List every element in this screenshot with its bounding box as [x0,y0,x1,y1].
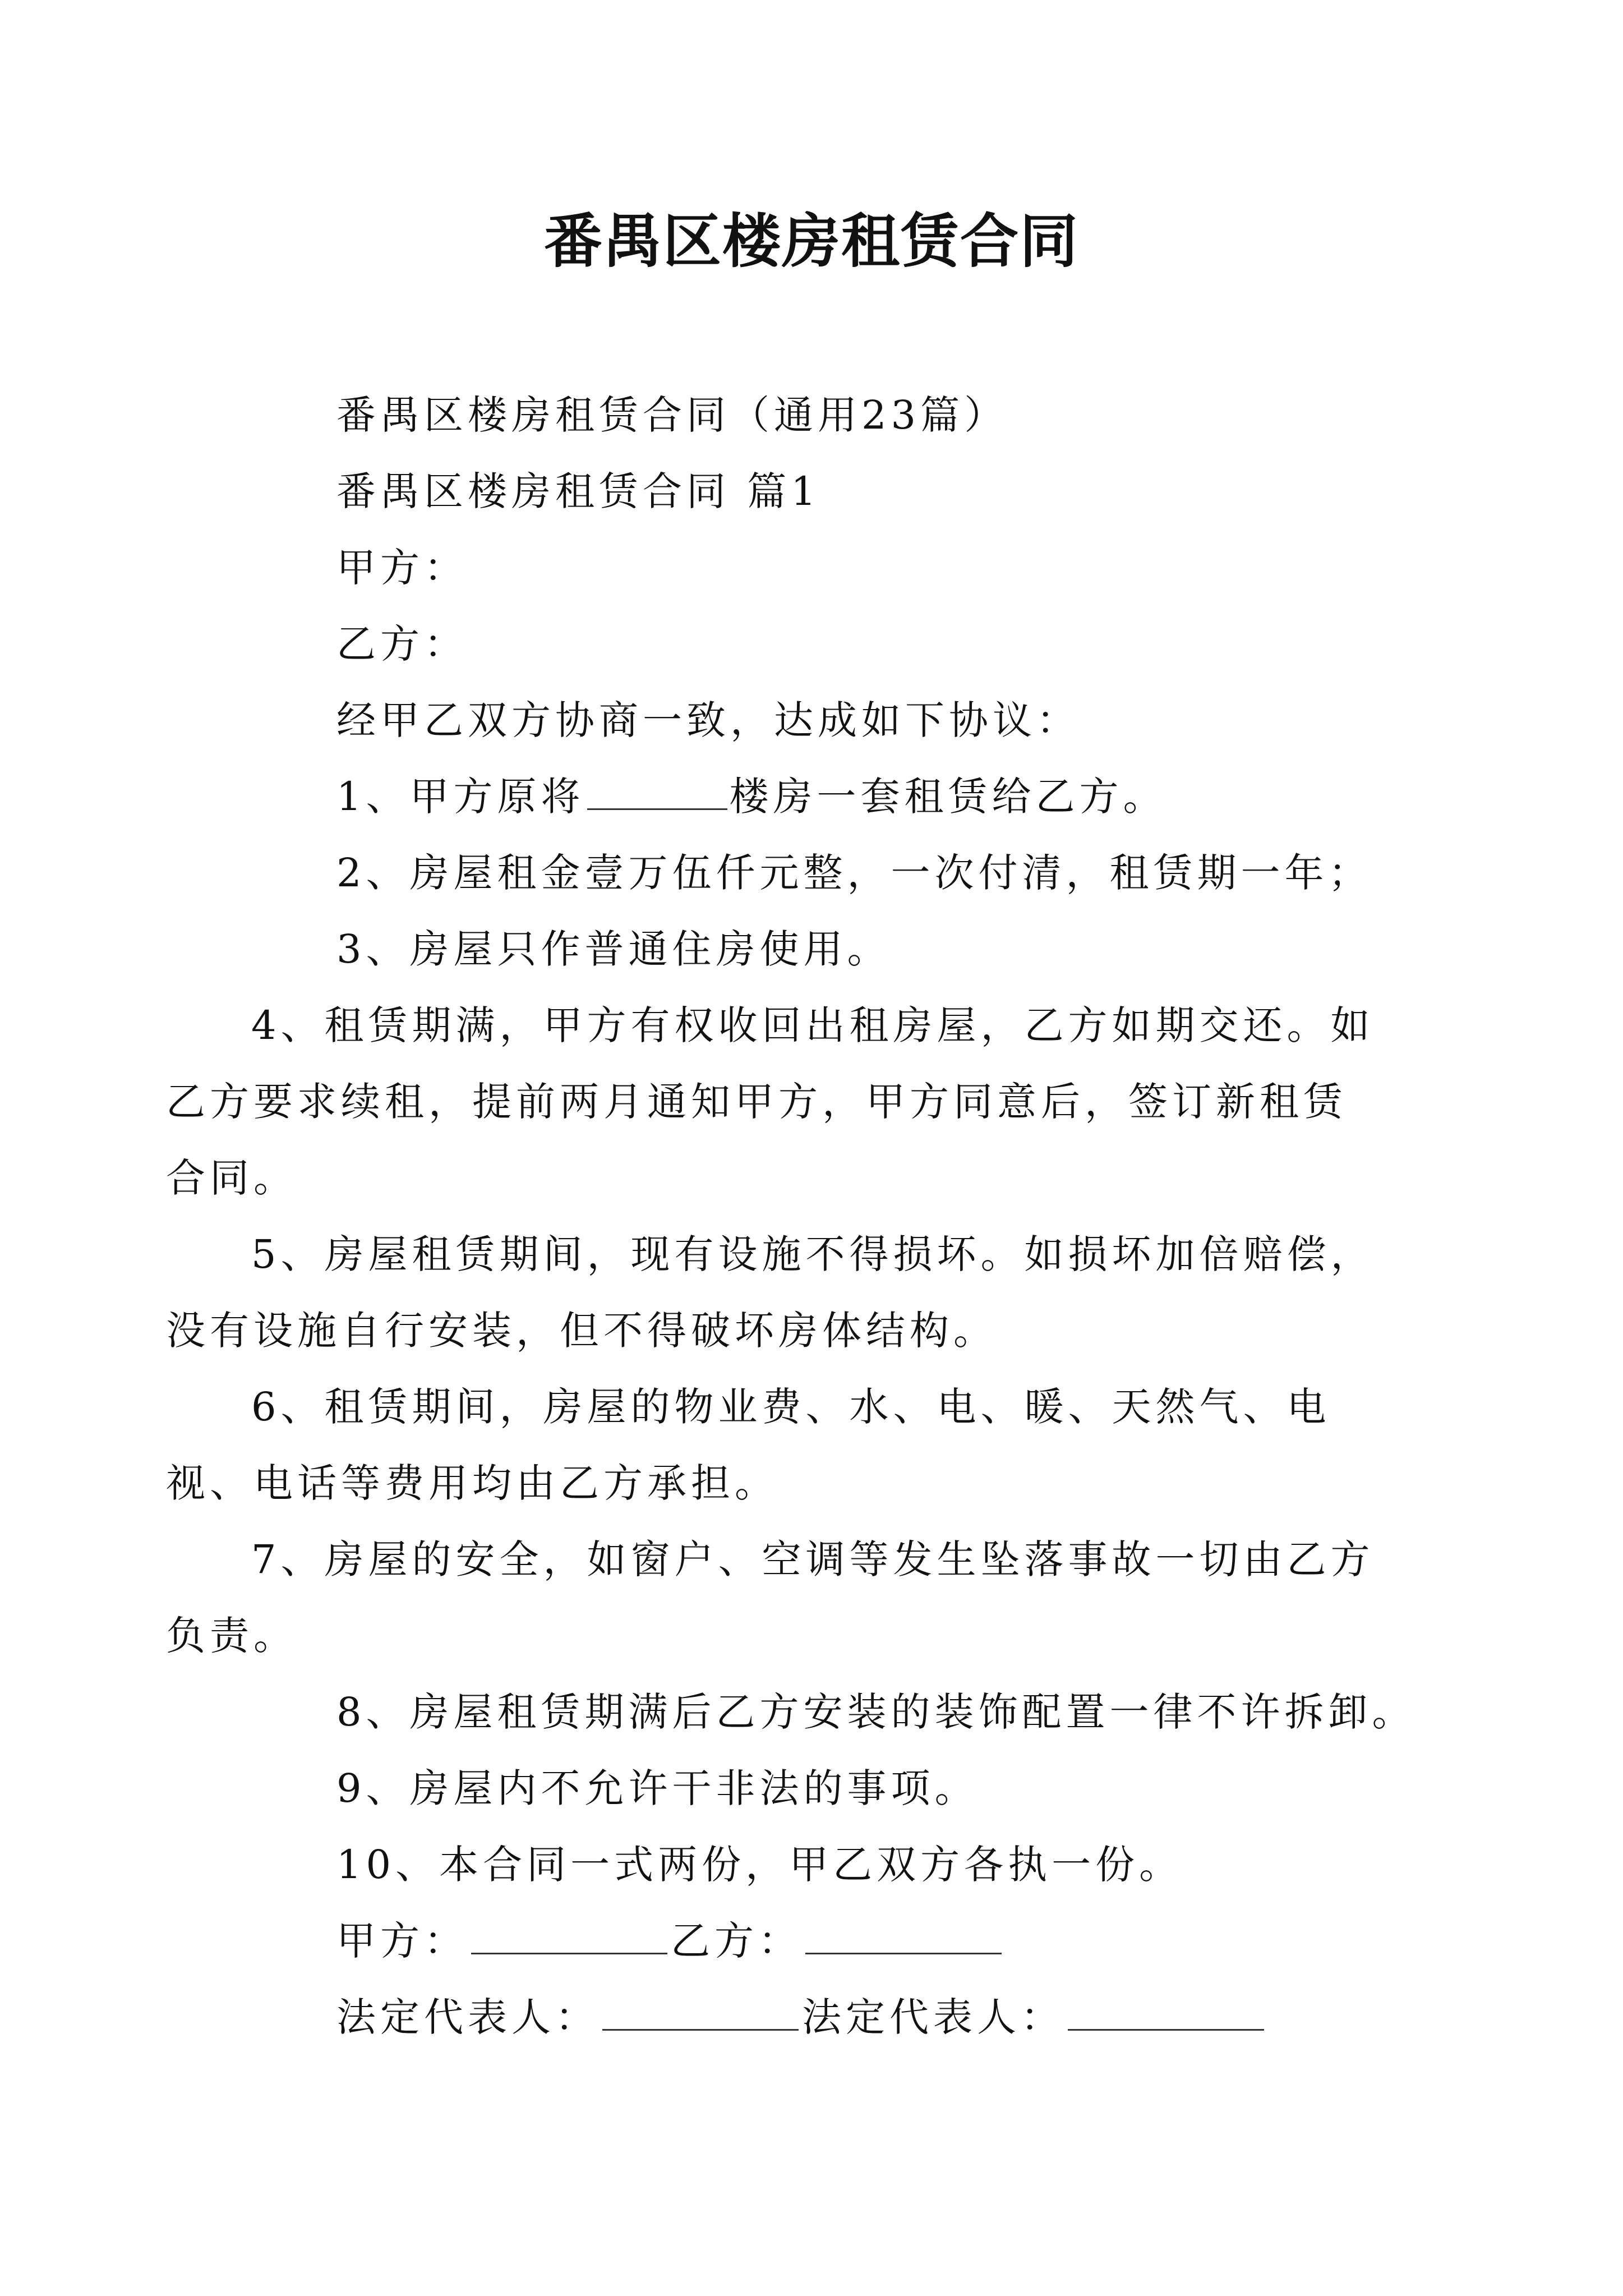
clause-1 [251,758,1390,835]
clause-1-after: 楼房一套租赁给乙方。 [729,774,1167,820]
party-b-line: 乙方： [336,621,468,667]
section-heading: 番禺区楼房租赁合同 篇1 [336,468,820,514]
subtitle: 番禺区楼房租赁合同（通用23篇） [336,392,1008,438]
clause-4: 4、租赁期满，甲方有权收回出租房屋，乙方如期交还。如乙方要求续租，提前两月通知甲方，甲方同意后，签订新租赁合同。 [166,1002,1375,1201]
sign-party-b-label: 乙方： [671,1918,802,1964]
sign-rep-b-label: 法定代表人： [802,1994,1064,2040]
clause-3: 3、房屋只作普通住房使用。 [336,926,891,972]
clause-5: 5、房屋租赁期间，现有设施不得损坏。如损坏加倍赔偿，没有设施自行安装，但不得破坏房体结构。 [166,1231,1375,1354]
clause-10: 10、本合同一式两份，甲乙双方各执一份。 [336,1842,1183,1888]
clause-6: 6、租赁期间，房屋的物业费、水、电、暖、天然气、电视、电话等费用均由乙方承担。 [166,1384,1331,1506]
party-a-line: 甲方： [336,545,468,591]
intro-paragraph: 经甲乙双方协商一致，达成如下协议： [336,697,1080,743]
blank-line [805,1918,1002,1954]
document-body [166,377,1416,2055]
clause-1-before: 1、甲方原将 [336,774,585,820]
clause-7: 7、房屋的安全，如窗户、空调等发生坠落事故一切由乙方负责。 [166,1536,1375,1659]
blank-line [602,1994,799,2031]
clause-2: 2、房屋租金壹万伍仟元整，一次付清，租赁期一年； [336,850,1372,896]
blank-line [471,1918,667,1954]
document-title: 番禺区楼房租赁合同 [543,206,1079,275]
blank-line [1068,1994,1264,2031]
sign-rep-a-label: 法定代表人： [336,1994,599,2040]
clause-8: 8、房屋租赁期满后乙方安装的装饰配置一律不许拆卸。 [336,1689,1416,1735]
blank-line [587,774,727,810]
signature-parties [251,1903,1390,1979]
sign-party-a-label: 甲方： [336,1918,468,1964]
clause-9: 9、房屋内不允许干非法的事项。 [336,1765,979,1811]
signature-representatives [251,1979,1390,2055]
